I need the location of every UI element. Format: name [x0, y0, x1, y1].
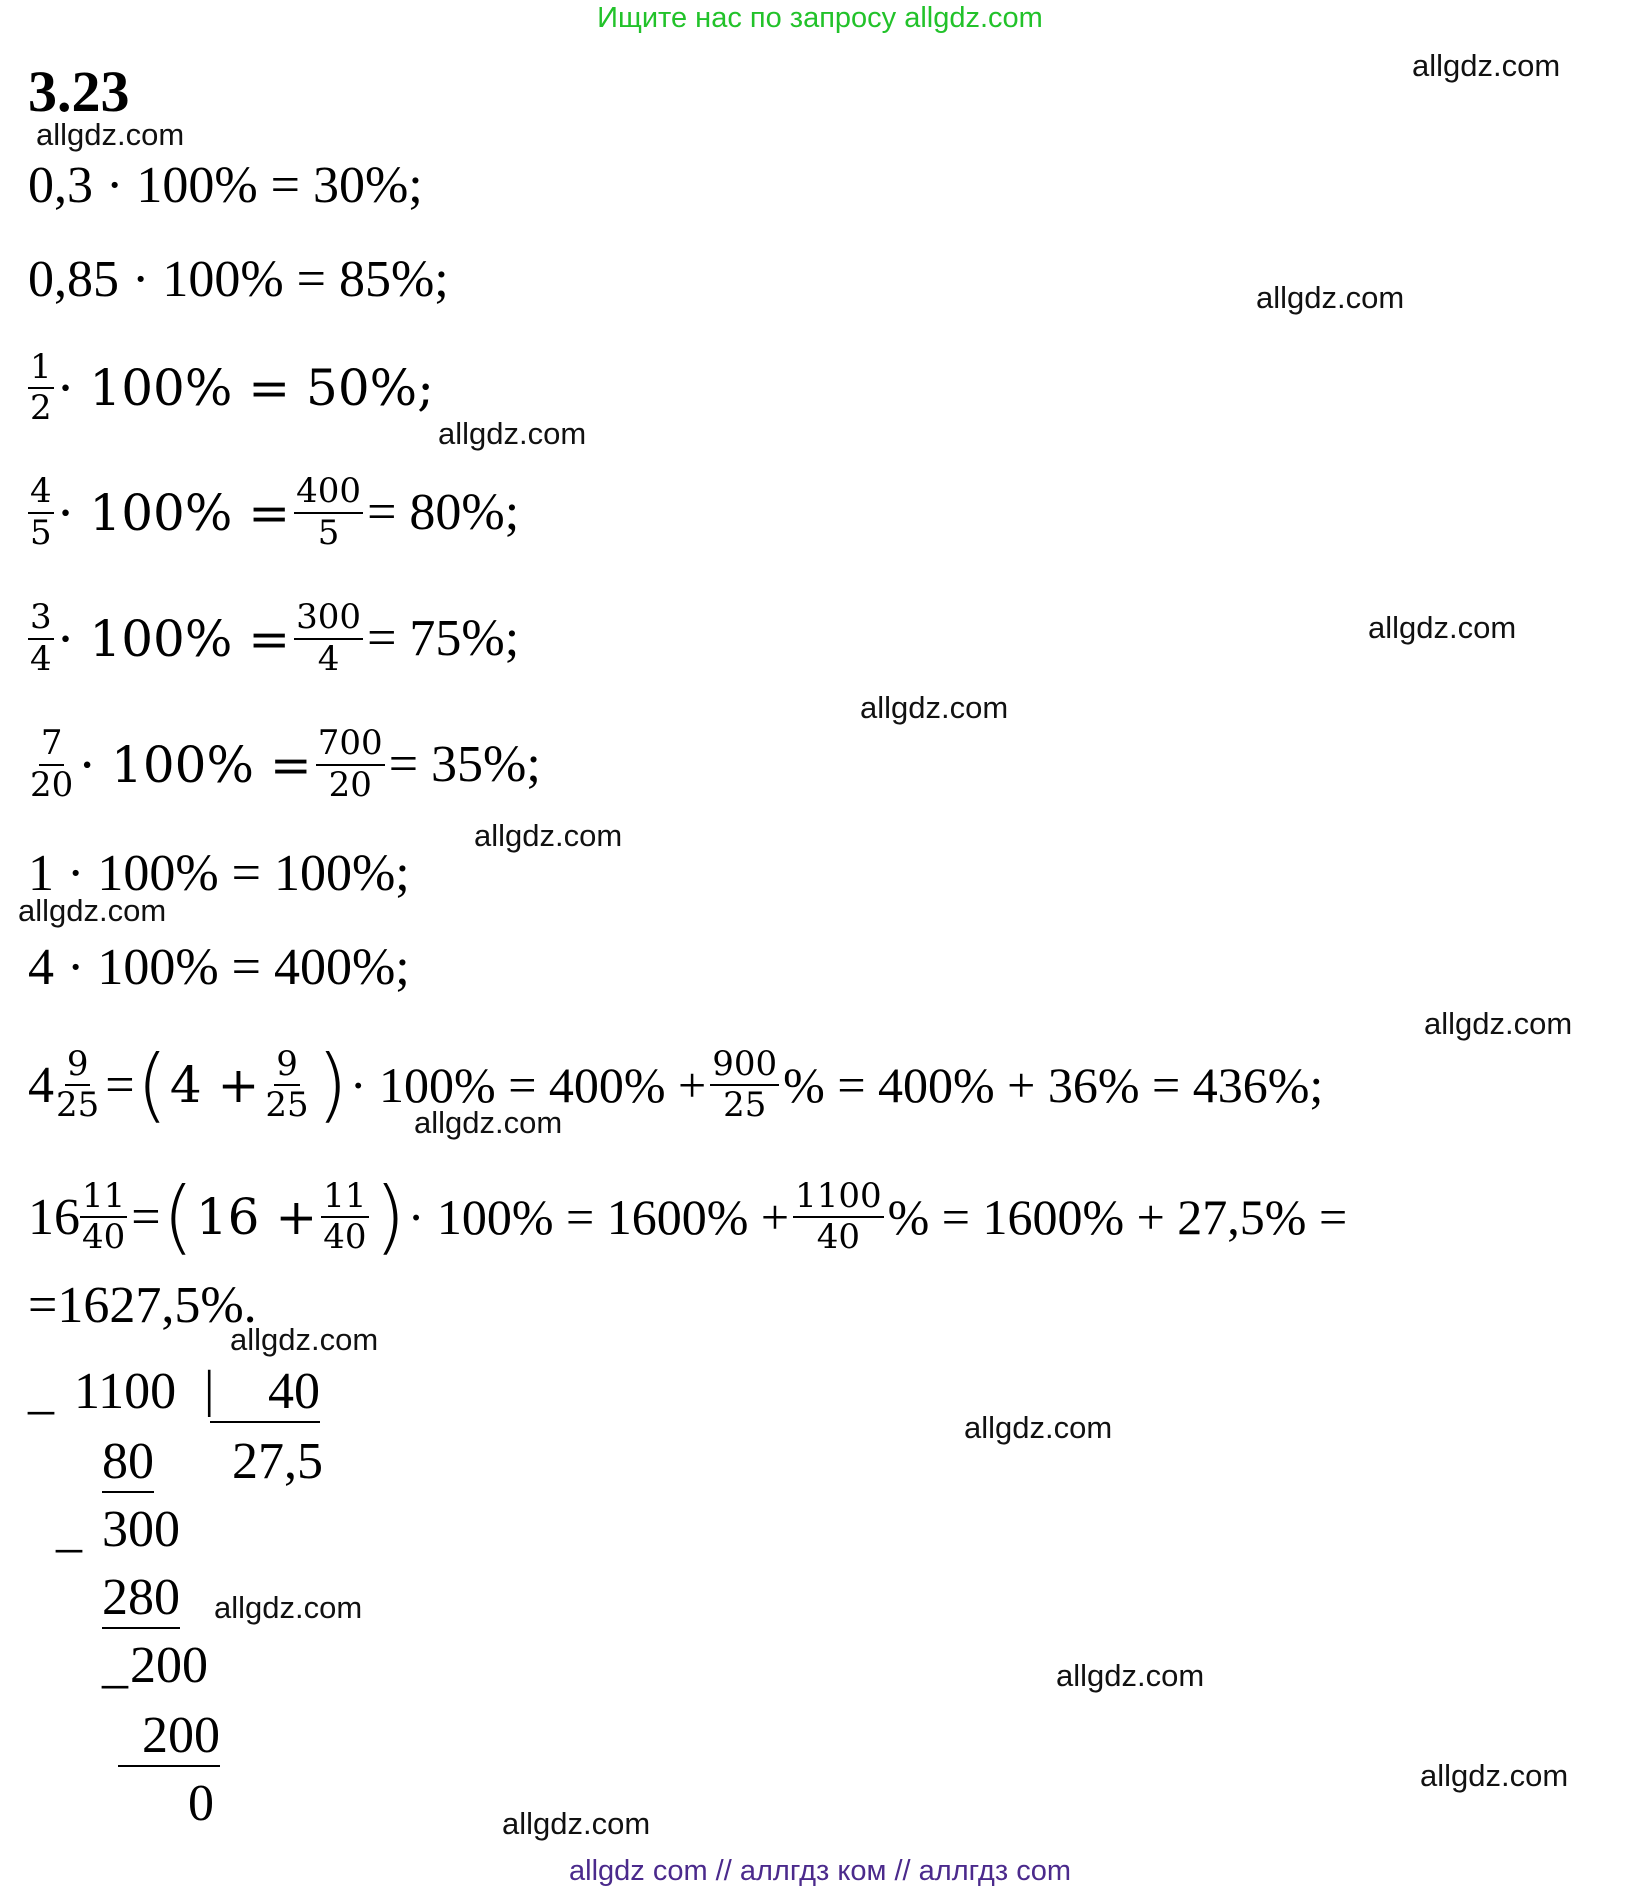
equation-text: 4 + — [169, 1056, 260, 1114]
denominator: 40 — [323, 1217, 367, 1257]
equation-text: = 35%; — [388, 736, 541, 793]
fraction — [28, 724, 75, 804]
quotient: 27,5 — [232, 1433, 323, 1490]
watermark: allgdz.com — [414, 1105, 563, 1140]
equation-line — [28, 460, 519, 565]
fraction — [321, 1177, 368, 1257]
fraction — [28, 598, 54, 678]
numerator: 3 — [28, 598, 54, 639]
watermark: allgdz.com — [438, 416, 587, 451]
watermark: allgdz.com — [18, 893, 167, 928]
equation-line — [28, 838, 410, 908]
equation-text: · 100% = — [79, 735, 312, 794]
equation-line — [28, 150, 423, 220]
equals-sign: = — [131, 1188, 161, 1246]
denominator: 4 — [317, 638, 340, 679]
equation-text: = 75%; — [367, 610, 520, 667]
numerator: 700 — [316, 724, 385, 765]
denominator: 40 — [82, 1217, 126, 1257]
fraction — [294, 472, 363, 552]
numerator: 9 — [274, 1045, 300, 1086]
denominator: 40 — [816, 1217, 860, 1257]
denominator: 4 — [30, 638, 52, 679]
minus-sign: _ — [102, 1637, 128, 1694]
left-paren: ( — [136, 1038, 168, 1131]
denominator: 25 — [723, 1085, 767, 1125]
right-paren: ) — [374, 1170, 406, 1263]
watermark: allgdz.com — [214, 1590, 363, 1625]
subtrahend: 200 — [118, 1706, 220, 1767]
minus-sign: _ — [56, 1501, 82, 1558]
whole-part: 16 — [28, 1188, 80, 1246]
left-paren: ( — [162, 1170, 194, 1263]
equation-text: · 100% = — [57, 483, 291, 542]
fraction — [54, 1045, 101, 1125]
watermark: allgdz.com — [230, 1322, 379, 1357]
watermark: allgdz.com — [36, 117, 185, 152]
denominator: 20 — [328, 764, 372, 805]
fraction — [316, 724, 385, 804]
denominator: 5 — [30, 512, 52, 553]
fraction — [263, 1045, 310, 1125]
equation-line — [28, 932, 410, 1002]
numerator: 11 — [321, 1177, 368, 1218]
equation-text: = 80%; — [367, 484, 520, 541]
equation-text: 0,85 · 100% = 85%; — [28, 250, 449, 308]
watermark: allgdz.com — [964, 1410, 1113, 1445]
numerator: 11 — [80, 1177, 127, 1218]
fraction — [793, 1177, 884, 1257]
watermark: allgdz.com — [1056, 1658, 1205, 1693]
watermark: allgdz.com — [1256, 280, 1405, 315]
numerator: 300 — [294, 598, 363, 639]
numerator: 900 — [710, 1045, 779, 1086]
remainder-value: 200 — [130, 1637, 208, 1694]
equation-line — [28, 244, 449, 314]
minus-sign: _ — [28, 1363, 54, 1420]
fraction — [80, 1177, 127, 1257]
watermark: allgdz.com — [474, 818, 623, 853]
division-bar: | — [204, 1361, 215, 1418]
fraction — [28, 348, 54, 428]
numerator: 4 — [28, 472, 54, 513]
subtrahend: 280 — [102, 1568, 180, 1629]
equation-text: % = 1600% + 27,5% = — [887, 1189, 1348, 1245]
equation-line — [28, 712, 541, 817]
whole-part: 4 — [28, 1056, 54, 1114]
task-title: 3.23 — [28, 59, 130, 124]
denominator: 2 — [30, 388, 52, 428]
equals-sign: = — [105, 1056, 135, 1114]
fraction — [28, 472, 54, 552]
subtrahend: 80 — [102, 1432, 154, 1493]
equation-text: 0,3 · 100% = 30%; — [28, 156, 423, 214]
divisor: 40 — [210, 1362, 320, 1423]
numerator: 400 — [294, 472, 363, 513]
equation-line — [28, 338, 434, 438]
equation-line — [28, 586, 519, 691]
footer-links[interactable]: allgdz com // аллгдз ком // аллгдз com — [569, 1855, 1071, 1887]
equation-text: 16 + — [195, 1188, 318, 1246]
denominator: 25 — [56, 1085, 100, 1125]
denominator: 20 — [30, 764, 74, 805]
numerator: 1100 — [793, 1177, 884, 1218]
watermark: allgdz.com — [1412, 48, 1561, 83]
final-remainder: 0 — [188, 1775, 214, 1832]
equation-text: % = 400% + 36% = 436%; — [783, 1057, 1324, 1113]
watermark: allgdz.com — [1368, 610, 1517, 645]
numerator: 7 — [39, 724, 65, 765]
denominator: 25 — [265, 1085, 309, 1125]
equation-text: · 100% = — [57, 609, 291, 668]
denominator: 5 — [317, 512, 340, 553]
numerator: 1 — [28, 348, 54, 389]
equation-text: 1 · 100% = 100%; — [28, 844, 410, 902]
numerator: 9 — [65, 1045, 91, 1086]
equation-text: 4 · 100% = 400%; — [28, 938, 410, 996]
watermark: allgdz.com — [1420, 1758, 1569, 1793]
right-paren: ) — [316, 1038, 348, 1131]
watermark: allgdz.com — [502, 1806, 651, 1841]
equation-line — [28, 1030, 1323, 1140]
equation-text: · 100% = 1600% + — [407, 1189, 790, 1245]
watermark: allgdz.com — [1424, 1006, 1573, 1041]
equation-text: · 100% = 50%; — [57, 359, 435, 417]
watermark: allgdz.com — [860, 690, 1009, 725]
remainder-value: 300 — [102, 1501, 180, 1558]
equation-text: =1627,5%. — [28, 1276, 257, 1334]
fraction — [710, 1045, 779, 1125]
equation-line — [28, 1162, 1347, 1272]
top-banner[interactable]: Ищите нас по запросу allgdz.com — [597, 2, 1043, 34]
equation-line — [28, 1270, 257, 1340]
equation-text: · 100% = 400% + — [349, 1057, 707, 1113]
dividend: 1100 — [74, 1363, 177, 1420]
fraction — [294, 598, 363, 678]
